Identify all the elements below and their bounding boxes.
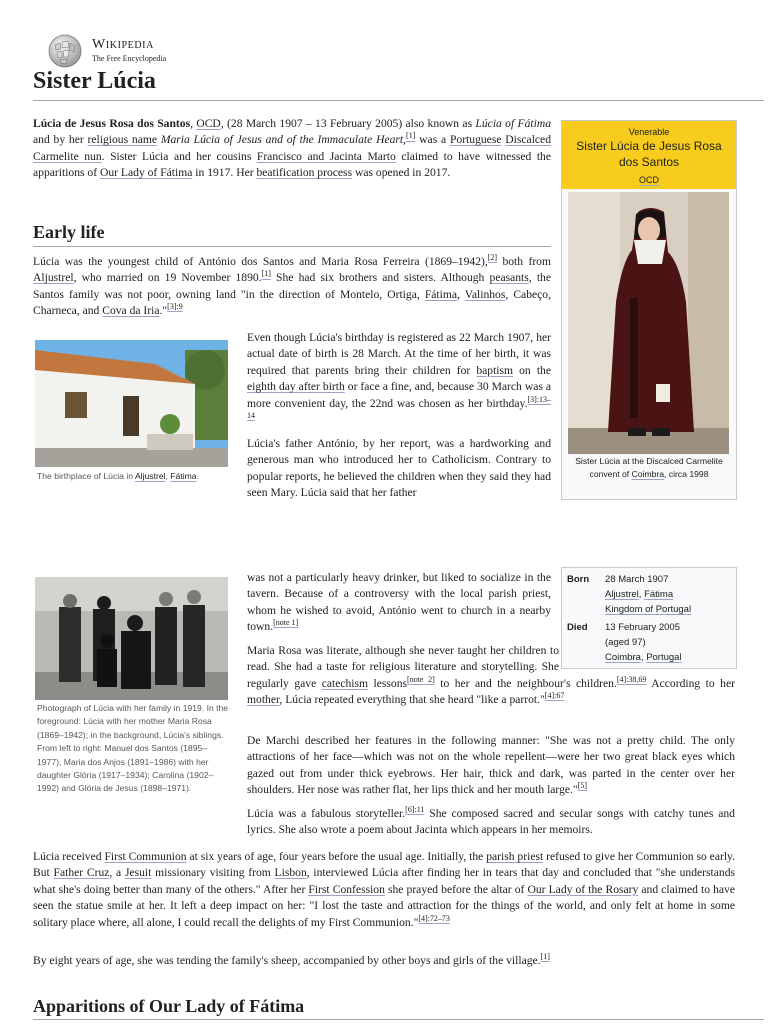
fatima-link[interactable]: Fátima (424, 287, 458, 301)
died-label: Died (567, 622, 588, 633)
note-link[interactable]: [note 1] (273, 618, 299, 628)
first-communion-link[interactable]: First Communion (104, 850, 187, 863)
born-fatima-link[interactable]: Fátima (644, 589, 674, 600)
ref-link[interactable]: [1] (406, 131, 416, 141)
born-label: Born (567, 574, 590, 585)
peasants-link[interactable]: peasants (489, 271, 529, 285)
early-life-p4: was not a particularly heavy drinker, but liked to socialize in the tavern. Because of a controversy with the local parish priest, whom he wished to avoid, António went to church in a nearby town.[note 1] (247, 571, 551, 634)
birthplace-caption: The birthplace of Lúcia in Aljustrel, Fátima. (37, 471, 199, 481)
first-confession-link[interactable]: First Confession (308, 882, 385, 896)
beatification-link[interactable]: beatification process (256, 166, 353, 180)
wordmark: Wikipedia (92, 37, 154, 52)
ref-link[interactable]: [1] (261, 269, 271, 279)
our-lady-rosary-link[interactable]: Our Lady of the Rosary (527, 882, 639, 896)
eighth-day-link[interactable]: eighth day after birth (247, 380, 345, 394)
note-link[interactable]: [note 2] (407, 674, 435, 684)
catechism-link[interactable]: catechism (321, 676, 369, 690)
francisco-jacinta-link[interactable]: Francisco and Jacinta Marto (256, 149, 396, 163)
kingdom-portugal-link[interactable]: Kingdom of Portugal (605, 604, 692, 615)
wikipedia-logo[interactable] (47, 33, 187, 69)
section-rule (33, 1019, 764, 1020)
mother-link[interactable]: mother (247, 693, 280, 707)
ref-link[interactable]: [2] (487, 253, 498, 263)
portrait-caption: Sister Lúcia at the Discalced Carmelite convent of Coimbra, circa 1998 (575, 456, 723, 480)
infobox-ocd-link[interactable]: OCD (639, 175, 659, 185)
caption-fatima-link[interactable]: Fátima (170, 471, 197, 481)
born-value: 28 March 1907 Aljustrel, Fátima Kingdom of Portugal (605, 574, 692, 615)
early-life-p2: Even though Lúcia's birthday is registered as 22 March 1907, her actual date of birth is 28 March. At the time of her birth, it was required that parents bring their children for baptism on the eighth day after birth or face a fine, and, because 30 March was a more convenient day, the 22nd was chosen as her birthday.$^{[3]:13-14}$ (247, 331, 551, 421)
ref-link[interactable]: [3]:13–14 (247, 394, 551, 421)
wikipedia-globe-icon (47, 33, 83, 69)
ref-link[interactable]: [3]:9 (167, 302, 183, 312)
infobox (561, 120, 737, 500)
ref-link[interactable]: [4]:38,69 (616, 674, 647, 684)
ref-link[interactable]: [6]:11 (405, 805, 425, 815)
intro-paragraph: Lúcia de Jesus Rosa dos Santos, OCD, (28 March 1907 – 13 February 2005) also known as Lúcia of Fátima and by her religious name Maria Lúcia of Jesus and of the Immaculate Heart,[1] was a Portuguese Discalced Carmelite nun. Sister Lúcia and her cousins Francisco and Jacinta Marto claimed to have witnessed the apparitions of Our Lady of Fátima in 1917. Her beatification process was opened in 2017. (33, 117, 552, 180)
section-rule (33, 246, 551, 247)
tagline: The Free Encyclopedia (92, 54, 167, 63)
caption-aljustrel-link[interactable]: Aljustrel (134, 471, 166, 481)
ref-link[interactable]: [1] (540, 952, 550, 962)
aljustrel-link[interactable]: Aljustrel (33, 271, 74, 285)
ref-link[interactable]: [4]:72–73 (418, 913, 450, 923)
early-life-p6: De Marchi described her features in the following manner: "She was not a pretty child. The only attractions of her face—which was not on the whole repellent—were her two great black eyes which gazed out from under thick eyebrows. Her hair, thick and dark, was parted in the center over her shoulders. Her nose was rather flat, her lips thick and her mouth large."[5] (247, 734, 735, 797)
our-lady-link[interactable]: Our Lady of Fátima (99, 166, 193, 180)
cova-da-iria-link[interactable]: Cova da Iria (102, 304, 160, 318)
venerable-label: Venerable (628, 127, 670, 137)
lisbon-link[interactable]: Lisbon (274, 866, 307, 880)
family-photo[interactable] (35, 577, 228, 700)
early-life-p9: By eight years of age, she was tending the family's sheep, accompanied by other boys and girls of the village.[1] (33, 952, 550, 967)
section-heading-apparitions: Apparitions of Our Lady of Fátima (33, 996, 305, 1016)
page-title: Sister Lúcia (33, 68, 156, 94)
portuguese-link[interactable]: Portuguese (449, 133, 502, 147)
parish-priest-link[interactable]: parish priest (486, 850, 544, 863)
early-life-p7: Lúcia was a fabulous storyteller.$^{[6]:11}$ She composed sacred and secular songs with catchy tunes and lyrics. She also wrote a poem about Jacinta which appears in her memoirs. (247, 805, 735, 837)
born-aljustrel-link[interactable]: Aljustrel (605, 589, 639, 600)
father-cruz-link[interactable]: Father Cruz (53, 866, 110, 880)
early-life-p1: Lúcia was the youngest child of António dos Santos and Maria Rosa Ferreira (1869–1942),[2] both from Aljustrel, who married on 19 November 1890.[1] She had six brothers and sisters. Although peasants, the Santos family was not poor, owning land "in the direction of Montelo, Ortiga, Fátima, Valinhos, Cabeço, Charneca, and Cova da Iria."$^{[3]:9}$ (33, 253, 552, 318)
ref-link[interactable]: [5] (577, 781, 587, 791)
jesuit-link[interactable]: Jesuit (124, 866, 152, 880)
coimbra-link[interactable]: Coimbra (631, 469, 665, 480)
ref-link[interactable]: [4]:67 (544, 691, 565, 701)
birthplace-image[interactable] (35, 340, 228, 467)
religious-name-link[interactable]: religious name (87, 133, 158, 147)
baptism-link[interactable]: baptism (476, 363, 514, 377)
died-value: 13 February 2005 (aged 97) Coimbra, Portugal (605, 622, 682, 663)
portrait-image[interactable] (568, 192, 729, 454)
early-life-p8: Lúcia received First Communion at six years of age, four years before the usual age. Initially, the parish priest refused to give her Communion so early. But Father Cruz, a Jesuit missionary visiting from Lisbon, interviewed Lúcia after finding her in tears that day and concluded that "she understands what she's doing better than many of the others." After her First Confession she prayed before the altar of Our Lady of the Rosary and claimed to have seen the statue smile at her. It left a deep impact on her: "I lost the taste and attraction for the things of the world, and only felt at home in some solitary place where, all alone, I could recall the delights of my First Communion."$^{[4]:72-73}$ (33, 850, 735, 929)
float-spacer (559, 643, 735, 673)
died-portugal-link[interactable]: Portugal (646, 652, 682, 663)
family-photo-caption: Photograph of Lúcia with her family in 1919. In the foreground: Lúcia with her mother Maria Rosa (1869–1942); in the background, Lúcia's siblings. From left to right: Manuel dos Santos (1895–1977), Maria dos Anjos (1891–1986) with her daughter Glória (1917–1934); Carolina (1902–1992) and Glória de Jesus (1898–1971). (37, 703, 229, 794)
infobox-header (562, 121, 736, 189)
infobox-name: Sister Lúcia de Jesus Rosa dos Santos (576, 139, 722, 169)
early-life-p5: Maria Rosa was literate, although she never taught her children to read. She had a taste for religious literature and storytelling. She regularly gave catechism lessons[note 2] to her and the neighbour's children.$^{[4]:38,69}$ According to her mother, Lúcia repeated everything that she heard "like a parrot."$^{[4]:67}$ (247, 644, 735, 707)
early-life-p3: Lúcia's father António, by her report, was a hardworking and generous man who introduced her to Catholicism. Contrary to popular reports, he believed the children when they said they had seen Mary. Lúcia said that her father (247, 437, 551, 500)
valinhos-link[interactable]: Valinhos (464, 287, 506, 301)
ocd-link[interactable]: OCD (196, 117, 221, 130)
discalced-carmelite-link[interactable]: Discalced Carmelite nun (33, 133, 552, 163)
section-heading-early-life: Early life (33, 222, 105, 242)
title-rule (33, 100, 764, 101)
died-coimbra-link[interactable]: Coimbra (605, 652, 641, 663)
